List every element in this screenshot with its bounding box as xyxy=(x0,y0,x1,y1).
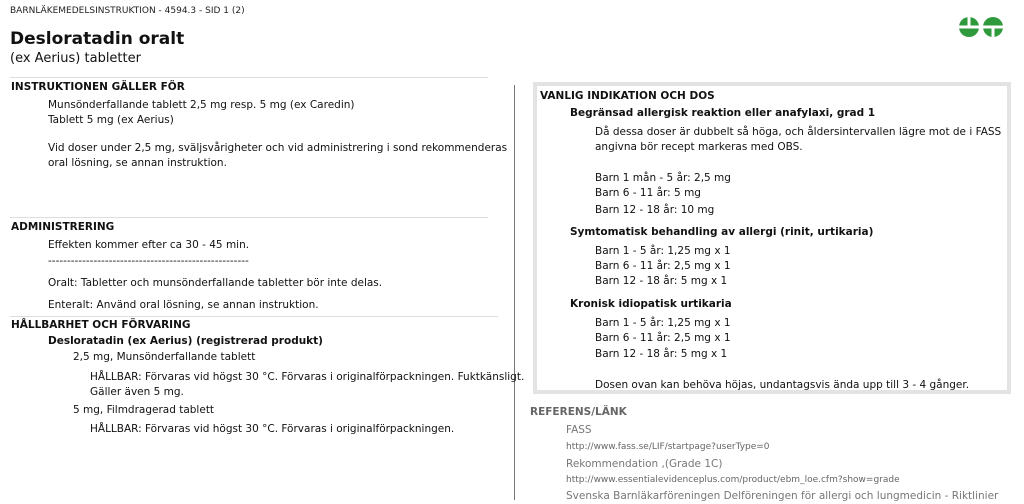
instructions-line: Munsönderfallande tablett 2,5 mg resp. 5 mg (ex Caredin) xyxy=(48,99,355,111)
instructions-note: oral lösning, se annan instruktion. xyxy=(48,157,227,169)
administration-heading: ADMINISTRERING xyxy=(11,221,115,233)
section-divider xyxy=(10,316,498,317)
administration-enteral: Enteralt: Använd oral lösning, se annan instruktion. xyxy=(48,299,319,311)
document-header: BARNLÄKEMEDELSINSTRUKTION - 4594.3 - SID 1 (2) xyxy=(10,6,245,16)
instructions-line: Tablett 5 mg (ex Aerius) xyxy=(48,114,174,126)
reference-heading: REFERENS/LÄNK xyxy=(530,406,627,418)
storage-detail: HÅLLBAR: Förvaras vid högst 30 °C. Förvaras i originalförpackningen. Fuktkänsligt. xyxy=(90,371,525,383)
storage-product: Desloratadin (ex Aerius) (registrerad produkt) xyxy=(48,335,323,347)
dose-line: Barn 12 - 18 år: 10 mg xyxy=(595,204,715,216)
storage-item: 5 mg, Filmdragerad tablett xyxy=(73,404,215,416)
indication-heading: VANLIG INDIKATION OCH DOS xyxy=(540,90,715,102)
dose-line: Barn 12 - 18 år: 5 mg x 1 xyxy=(595,348,728,360)
indication-note: angivna bör recept markeras med OBS. xyxy=(595,141,803,153)
indication-note: Då dessa doser är dubbelt så höga, och åldersintervallen lägre mot de i FASS xyxy=(595,126,1002,138)
indication-subheading: Begränsad allergisk reaktion eller anafylaxi, grad 1 xyxy=(570,107,876,119)
administration-effect: Effekten kommer efter ca 30 - 45 min. xyxy=(48,239,250,251)
reference-title: Svenska Barnläkarföreningen Delföreningen för allergi och lungmedicin - Riktlinier xyxy=(566,490,999,502)
reference-title: Rekommendation ,(Grade 1C) xyxy=(566,458,723,470)
dose-note: Dosen ovan kan behöva höjas, undantagsvis ända upp till 3 - 4 gånger. xyxy=(595,379,970,391)
section-divider xyxy=(10,77,488,78)
administration-separator: ----------------------------------------------------- xyxy=(48,255,249,267)
instructions-heading: INSTRUKTIONEN GÄLLER FÖR xyxy=(11,81,185,93)
instructions-note: Vid doser under 2,5 mg, sväljsvårigheter och vid administrering i sond rekommenderas xyxy=(48,142,508,154)
reference-link[interactable]: http://www.essentialevidenceplus.com/product/ebm_loe.cfm?show=grade xyxy=(566,475,900,485)
dose-line: Barn 1 - 5 år: 1,25 mg x 1 xyxy=(595,317,731,329)
dose-line: Barn 6 - 11 år: 5 mg xyxy=(595,187,701,199)
administration-oral: Oralt: Tabletter och munsönderfallande tabletter bör inte delas. xyxy=(48,277,383,289)
dose-line: Barn 6 - 11 år: 2,5 mg x 1 xyxy=(595,332,731,344)
storage-detail: Gäller även 5 mg. xyxy=(90,386,184,398)
reference-title: FASS xyxy=(566,424,592,436)
dose-line: Barn 1 - 5 år: 1,25 mg x 1 xyxy=(595,245,731,257)
dose-line: Barn 6 - 11 år: 2,5 mg x 1 xyxy=(595,260,731,272)
storage-heading: HÅLLBARHET OCH FÖRVARING xyxy=(11,319,191,331)
page-subtitle: (ex Aerius) tabletter xyxy=(10,51,141,66)
dose-line: Barn 12 - 18 år: 5 mg x 1 xyxy=(595,275,728,287)
storage-item: 2,5 mg, Munsönderfallande tablett xyxy=(73,351,256,363)
dose-line: Barn 1 mån - 5 år: 2,5 mg xyxy=(595,172,731,184)
page-title: Desloratadin oralt xyxy=(10,29,185,49)
indication-subheading: Symtomatisk behandling av allergi (rinit, urtikaria) xyxy=(570,226,874,238)
reference-link[interactable]: http://www.fass.se/LIF/startpage?userType=0 xyxy=(566,442,770,452)
storage-detail: HÅLLBAR: Förvaras vid högst 30 °C. Förvaras i originalförpackningen. xyxy=(90,423,455,435)
logo-icon xyxy=(958,16,1004,38)
column-divider xyxy=(514,85,515,500)
section-divider xyxy=(10,217,488,218)
indication-subheading: Kronisk idiopatisk urtikaria xyxy=(570,298,732,310)
